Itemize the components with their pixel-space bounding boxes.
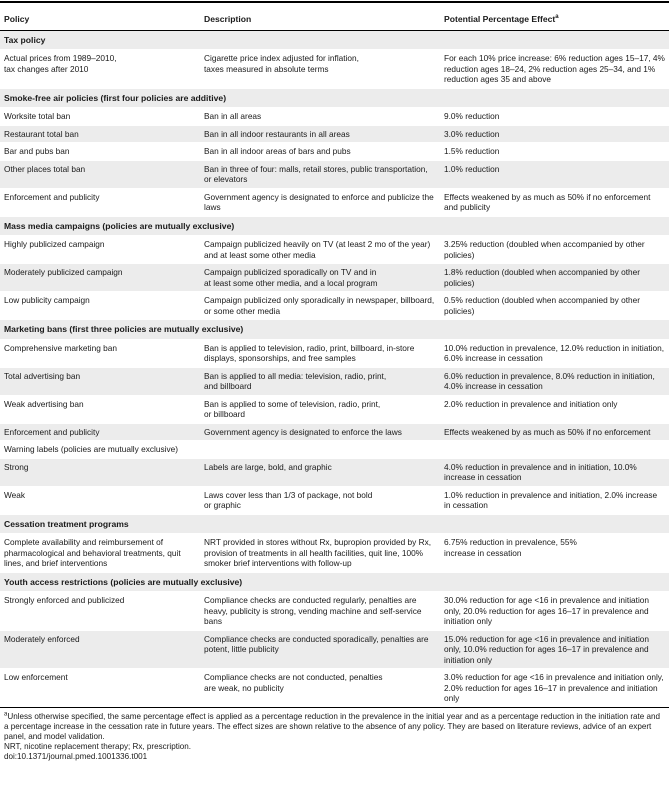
table-row [0, 236, 669, 264]
table-row [0, 486, 669, 514]
cell-policy: Enforcement and publicity [0, 423, 200, 441]
table-container [0, 1, 669, 763]
cell-description: Labels are large, bold, and graphic [200, 458, 440, 486]
section-title: Youth access restrictions (policies are mutually exclusive) [0, 572, 669, 592]
cell-effect [440, 441, 669, 459]
cell-policy: Comprehensive marketing ban [0, 339, 200, 367]
cell-effect: 6.0% reduction in prevalence, 8.0% reduction in initiation, 4.0% increase in cessation [440, 367, 669, 395]
cell-effect: 1.8% reduction (doubled when accompanied by other policies) [440, 264, 669, 292]
cell-description: Ban is applied to all media: television, radio, print, and billboard [200, 367, 440, 395]
cell-policy: Strongly enforced and publicized [0, 592, 200, 631]
header-effect-label: Potential Percentage Effect [444, 14, 556, 24]
cell-description: Cigarette price index adjusted for inflation, taxes measured in absolute terms [200, 50, 440, 89]
cell-description: Ban in three of four: malls, retail stores, public transportation, or elevators [200, 160, 440, 188]
cell-policy: Actual prices from 1989–2010, tax changes after 2010 [0, 50, 200, 89]
section-title: Smoke-free air policies (first four policies are additive) [0, 88, 669, 108]
cell-policy: Total advertising ban [0, 367, 200, 395]
cell-description: Ban in all indoor restaurants in all areas [200, 125, 440, 143]
cell-policy: Enforcement and publicity [0, 188, 200, 216]
section-header-row [0, 88, 669, 108]
header-policy: Policy [0, 3, 200, 30]
cell-description: Ban in all indoor areas of bars and pubs [200, 143, 440, 161]
cell-policy: Other places total ban [0, 160, 200, 188]
cell-effect: 30.0% reduction for age <16 in prevalence and initiation only, 20.0% reduction for ages 16–17 in prevalence and initiation only [440, 592, 669, 631]
section-header-row [0, 30, 669, 50]
cell-effect: For each 10% price increase: 6% reduction ages 15–17, 4% reduction ages 18–24, 2% reduction ages 25–34, and 1% reduction ages 35 and above [440, 50, 669, 89]
doi: doi:10.1371/journal.pmed.1001336.t001 [4, 752, 148, 762]
cell-effect: 3.25% reduction (doubled when accompanied by other policies) [440, 236, 669, 264]
cell-description: Ban in all areas [200, 108, 440, 126]
cell-effect: 10.0% reduction in prevalence, 12.0% reduction in initiation, 6.0% increase in cessation [440, 339, 669, 367]
cell-policy: Low publicity campaign [0, 292, 200, 320]
cell-effect: 2.0% reduction in prevalence and initiation only [440, 395, 669, 423]
cell-description: Campaign publicized sporadically on TV and in at least some other media, and a local program [200, 264, 440, 292]
table-body [0, 30, 669, 707]
header-row [0, 3, 669, 30]
cell-description: Laws cover less than 1/3 of package, not bold or graphic [200, 486, 440, 514]
cell-effect: 9.0% reduction [440, 108, 669, 126]
cell-policy: Highly publicized campaign [0, 236, 200, 264]
table-row [0, 458, 669, 486]
section-header-row [0, 216, 669, 236]
cell-effect: 1.0% reduction [440, 160, 669, 188]
footnote [4, 712, 665, 743]
policy-table [0, 3, 669, 708]
table-row [0, 395, 669, 423]
section-header-row [0, 572, 669, 592]
cell-description: Government agency is designated to enforce and publicize the laws [200, 188, 440, 216]
cell-policy: Bar and pubs ban [0, 143, 200, 161]
abbreviations: NRT, nicotine replacement therapy; Rx, prescription. [4, 742, 191, 752]
cell-policy: Low enforcement [0, 669, 200, 708]
cell-effect: 0.5% reduction (doubled when accompanied by other policies) [440, 292, 669, 320]
table-row [0, 423, 669, 441]
cell-policy: Moderately publicized campaign [0, 264, 200, 292]
cell-effect: 3.0% reduction for age <16 in prevalence and initiation only, 2.0% reduction for ages 16–17 in prevalence and initiation only [440, 669, 669, 708]
cell-effect: Effects weakened by as much as 50% if no enforcement and publicity [440, 188, 669, 216]
cell-effect: 1.5% reduction [440, 143, 669, 161]
cell-effect: 1.0% reduction in prevalence and initiation, 2.0% increase in cessation [440, 486, 669, 514]
table-row [0, 534, 669, 573]
table-row [0, 50, 669, 89]
footnote-text: Unless otherwise specified, the same percentage effect is applied as a percentage reduction in the prevalence in the initial year and as a percentage reduction in the initiation rate and a percentage increase in the cessation rate in future years. The effect sizes are shown relative to the absence of any policy. They are based on literature reviews, advice of an expert panel, and model validation. [4, 711, 661, 741]
cell-policy: Weak advertising ban [0, 395, 200, 423]
table-row [0, 264, 669, 292]
table-row [0, 592, 669, 631]
table-row [0, 188, 669, 216]
table-row [0, 292, 669, 320]
section-title: Cessation treatment programs [0, 514, 669, 534]
cell-effect: 4.0% reduction in prevalence and in initiation, 10.0% increase in cessation [440, 458, 669, 486]
cell-effect: 15.0% reduction for age <16 in prevalence and initiation only, 10.0% reduction for ages 16–17 in prevalence and initiation only [440, 630, 669, 669]
table-row [0, 339, 669, 367]
cell-policy: Moderately enforced [0, 630, 200, 669]
table-row [0, 143, 669, 161]
table-row [0, 441, 669, 459]
cell-policy: Worksite total ban [0, 108, 200, 126]
cell-policy: Restaurant total ban [0, 125, 200, 143]
cell-policy: Weak [0, 486, 200, 514]
section-title: Tax policy [0, 30, 669, 50]
header-description: Description [200, 3, 440, 30]
cell-description: Ban is applied to some of television, radio, print, or billboard [200, 395, 440, 423]
table-row [0, 630, 669, 669]
cell-description: Compliance checks are conducted regularly, penalties are heavy, publicity is strong, vending machine and self-service bans [200, 592, 440, 631]
section-title: Mass media campaigns (policies are mutually exclusive) [0, 216, 669, 236]
cell-effect: 6.75% reduction in prevalence, 55% increase in cessation [440, 534, 669, 573]
section-header-row [0, 320, 669, 340]
cell-description: Compliance checks are conducted sporadically, penalties are potent, little publicity [200, 630, 440, 669]
section-title: Marketing bans (first three policies are mutually exclusive) [0, 320, 669, 340]
cell-policy: Strong [0, 458, 200, 486]
cell-description: Government agency is designated to enforce the laws [200, 423, 440, 441]
table-footer [0, 708, 669, 763]
cell-description: NRT provided in stores without Rx, bupropion provided by Rx, provision of treatments in all health facilities, quit line, 100% smoker brief interventions with follow-up [200, 534, 440, 573]
cell-policy: Complete availability and reimbursement of pharmacological and behavioral treatments, quit lines, and brief interventions [0, 534, 200, 573]
cell-effect: Effects weakened by as much as 50% if no enforcement [440, 423, 669, 441]
table-row [0, 669, 669, 708]
table-row [0, 108, 669, 126]
cell-description [200, 441, 440, 459]
header-effect-footnote-mark: a [555, 14, 559, 21]
cell-description: Campaign publicized heavily on TV (at least 2 mo of the year) and at least some other media [200, 236, 440, 264]
header-effect [440, 3, 669, 30]
footnote-mark: a [4, 710, 8, 717]
cell-policy: Warning labels (policies are mutually exclusive) [0, 441, 200, 459]
cell-description: Ban is applied to television, radio, print, billboard, in-store displays, sponsorships, and free samples [200, 339, 440, 367]
cell-effect: 3.0% reduction [440, 125, 669, 143]
cell-description: Campaign publicized only sporadically in newspaper, billboard, or some other media [200, 292, 440, 320]
cell-description: Compliance checks are not conducted, penalties are weak, no publicity [200, 669, 440, 708]
table-row [0, 367, 669, 395]
section-header-row [0, 514, 669, 534]
table-row [0, 125, 669, 143]
table-row [0, 160, 669, 188]
